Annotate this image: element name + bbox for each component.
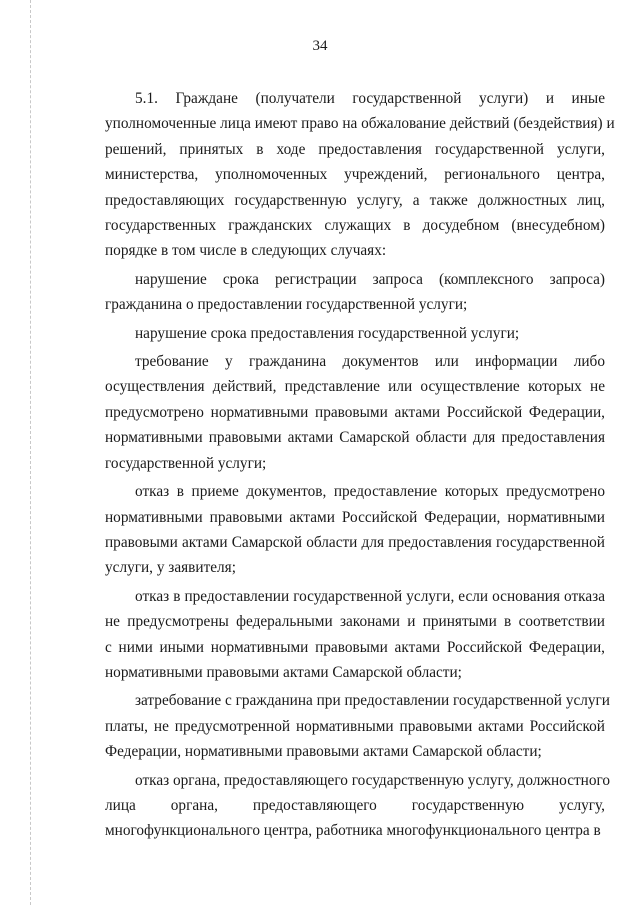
text-line: услуги, у заявителя; (105, 559, 236, 577)
text-line: министерства, уполномоченных учреждений, регионального центра, (105, 166, 605, 184)
text-line: многофункционального центра, работника многофункционального центра в (105, 822, 601, 840)
text-line: нормативными правовыми актами Российской Федерации, нормативными (105, 508, 605, 526)
text-line: лица органа, предоставляющего государственную услугу, (105, 796, 605, 814)
page-number: 34 (312, 38, 328, 54)
text-line: нормативными правовыми актами Самарской области; (105, 663, 462, 681)
paragraph (105, 267, 605, 318)
text-line: отказ в предоставлении государственной услуги, если основания отказа (135, 587, 605, 605)
paragraph (105, 688, 610, 764)
document-body (105, 86, 615, 844)
text-line: отказ органа, предоставляющего государственную услугу, должностного (135, 771, 611, 789)
text-line: государственной услуги; (105, 454, 267, 472)
text-line: порядке в том числе в следующих случаях: (105, 242, 387, 260)
text-line: с ними иными нормативными правовыми актами Российской Федерации, (105, 638, 605, 656)
text-line: нарушение срока предоставления государственной услуги; (135, 324, 520, 342)
text-line: 5.1. Граждане (получатели государственной услуги) и иные (135, 90, 605, 107)
paragraph (105, 584, 605, 686)
paragraph (105, 321, 605, 346)
text-line: нарушение срока регистрации запроса (комплексного запроса) (135, 270, 605, 288)
text-line: требование у гражданина документов или информации либо (135, 353, 605, 371)
text-line: предусмотрено нормативными правовыми актами Российской Федерации, (105, 403, 605, 421)
paragraph (105, 479, 605, 581)
text-line: правовыми актами Самарской области для предоставления государственной (105, 533, 605, 551)
text-line: гражданина о предоставлении государственной услуги; (105, 296, 468, 314)
binding-margin-line (30, 0, 31, 905)
text-line: не предусмотрены федеральными законами и принятыми в соответствии (105, 613, 605, 631)
text-line: решений, принятых в ходе предоставления государственной услуги, (105, 140, 605, 158)
text-line: затребование с гражданина при предоставлении государственной услуги (135, 692, 610, 710)
text-line: платы, не предусмотренной нормативными правовыми актами Российской (105, 717, 605, 735)
text-line: Федерации, нормативными правовыми актами Самарской области; (105, 743, 542, 761)
paragraph (105, 86, 615, 264)
text-line: нормативными правовыми актами Самарской области для предоставления (105, 429, 605, 447)
text-line: осуществления действий, представление или осуществление которых не (105, 378, 605, 396)
text-line: предоставляющих государственную услугу, а также должностных лиц, (105, 191, 605, 209)
text-line: отказ в приеме документов, предоставление которых предусмотрено (135, 483, 605, 501)
text-line: государственных гражданских служащих в досудебном (внесудебном) (105, 217, 605, 235)
text-line: уполномоченные лица имеют право на обжалование действий (бездействия) и (105, 115, 615, 133)
paragraph (105, 768, 611, 844)
paragraph (105, 349, 605, 476)
